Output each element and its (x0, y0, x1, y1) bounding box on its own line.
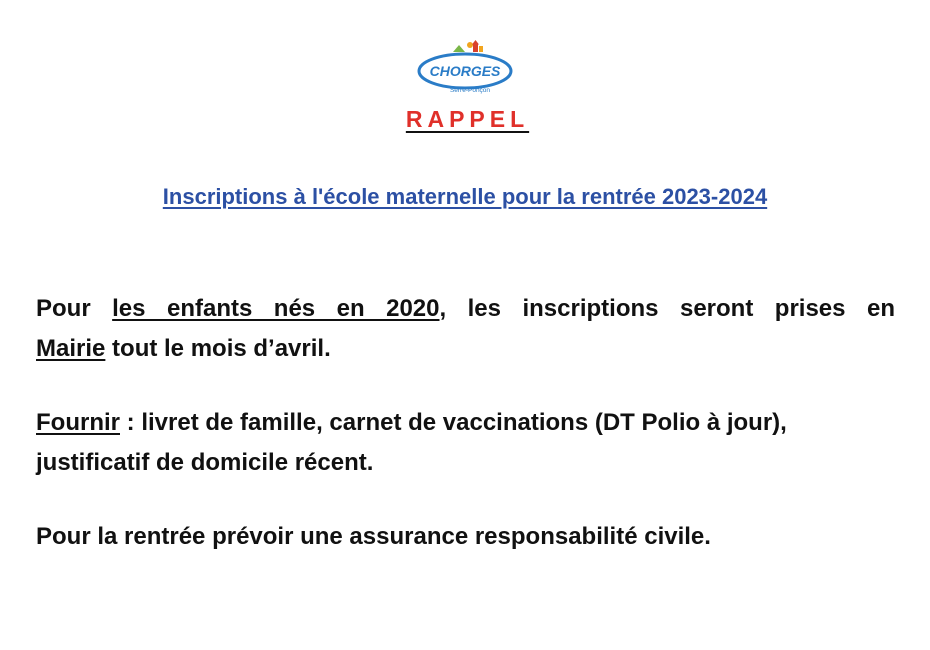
enrollment-rest-1: , les inscriptions seront prises en (439, 295, 895, 322)
enrollment-line-2 (36, 329, 895, 369)
insurance-paragraph: Pour la rentrée prévoir une assurance responsabilité civile. (36, 523, 711, 550)
chorges-logo (415, 35, 515, 97)
children-born-2020: les enfants nés en 2020 (112, 295, 440, 322)
documents-paragraph (36, 403, 895, 483)
logo-wordmark: CHORGES (429, 63, 501, 79)
logo-tagline: Serre-Ponçon (449, 87, 491, 94)
enrollment-paragraph (36, 289, 895, 369)
rappel-heading (0, 104, 930, 134)
enrollment-intro: Pour (36, 295, 113, 322)
mairie-label: Mairie (36, 335, 106, 362)
enrollment-rest-2: tout le mois d’avril. (105, 335, 331, 362)
announcement-subtitle: Inscriptions à l'école maternelle pour la rentrée 2023-2024 (162, 184, 768, 209)
documents-line-1 (36, 403, 895, 443)
rappel-text: RAPPEL (405, 106, 530, 132)
documents-list: : livret de famille, carnet de vaccinations (DT Polio à jour), (120, 409, 787, 436)
chorges-logo-graphic (415, 35, 515, 97)
enrollment-line-1 (36, 289, 895, 329)
documents-line-2: justificatif de domicile récent. (36, 449, 374, 476)
fournir-label: Fournir (36, 409, 120, 436)
